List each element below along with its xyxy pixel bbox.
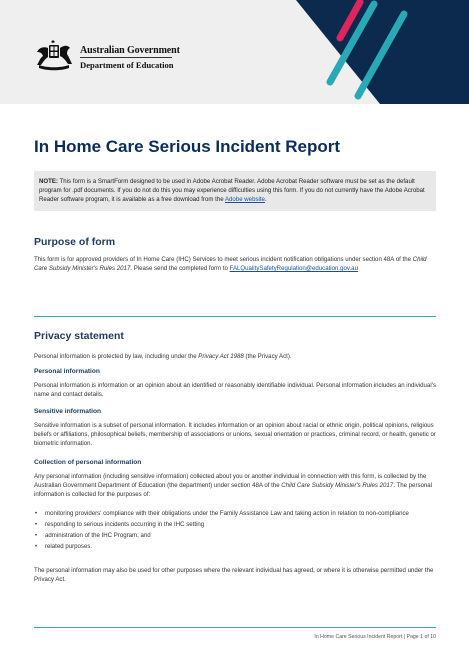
purpose-text xyxy=(34,255,436,273)
department-name: Department of Education xyxy=(80,60,174,70)
purpose-heading: Purpose of form xyxy=(34,236,116,248)
collection-rules-italic: Child Care Subsidy Minister's Rules 2017 xyxy=(281,482,394,489)
privacy-act-italic: Privacy Act 1988 xyxy=(198,353,244,360)
purpose-text-part1: This form is for approved providers of In Home Care (IHC) Services to meet serious incident notification obligations under section 48A of the xyxy=(34,256,413,263)
sensitive-info-text: Sensitive information is a subset of personal information. It includes information or an opinion about racial or ethnic origin, political opinions, religious beliefs or affiliations, philosophical beliefs, membership of associations or unions, sexual orientation or practices, criminal record, or health, genetic or biometric information. xyxy=(34,422,436,447)
purpose-email-link[interactable]: FALQualitySafetyRegulation@education.gov.au xyxy=(229,265,358,272)
note-text: This form is a SmartForm designed to be used in Adobe Acrobat Reader. Adobe Acrobat Reader software must be set as the default program for .pdf documents. If you do not do this you may experience difficulties using this form. If you do not currently have the Adobe Acrobat Reader software program, it is available as a free download from the xyxy=(39,178,425,203)
collection-text xyxy=(34,472,436,499)
collection-text-part1: Any personal information (including sensitive information) collected about you or another individual in connection with this form, is collected by the Australian Government Department of Education (the department) under section 48A of the xyxy=(34,473,427,489)
list-item: • related purposes. xyxy=(34,542,436,551)
purposes-list xyxy=(34,509,436,553)
list-item: • monitoring providers' compliance with their obligations under the Family Assistance Law and taking action in relation to non-compliance xyxy=(34,509,436,518)
list-item: • administration of the IHC Program, and xyxy=(34,531,436,540)
government-name: Australian Government xyxy=(80,45,180,56)
note-label: NOTE: xyxy=(39,178,58,185)
adobe-website-link[interactable]: Adobe website xyxy=(224,196,265,203)
list-item: • responding to serious incidents occurring in the IHC setting xyxy=(34,520,436,529)
section-divider xyxy=(34,316,436,317)
personal-info-heading: Personal information xyxy=(34,368,100,375)
sensitive-info-heading: Sensitive information xyxy=(34,408,102,415)
privacy-intro-part1: Personal information is protected by law, including under the xyxy=(34,353,199,360)
collection-text-part2: . The personal information is collected for the purposes of: xyxy=(34,482,433,498)
purpose-rules-italic: Child Care Subsidy Minister's Rules 2017 xyxy=(34,256,427,272)
page-title: In Home Care Serious Incident Report xyxy=(34,137,341,156)
closing-text: The personal information may also be used for other purposes where the relevant individual has agreed, or where it is otherwise permitted under the Privacy Act. xyxy=(34,567,434,583)
header-rule xyxy=(80,57,172,58)
privacy-intro-part2: (the Privacy Act). xyxy=(243,353,292,360)
note-end: . xyxy=(264,196,267,203)
footer-rule xyxy=(34,627,436,628)
personal-info-text: Personal information is information or an opinion about an identified or reasonably identifiable individual. Personal information includes an individual's name and contact details. xyxy=(34,382,436,398)
page-footer: In Home Care Serious Incident Report | Page 1 of 10 xyxy=(314,634,436,640)
note-box xyxy=(34,171,436,211)
privacy-intro xyxy=(34,352,436,361)
purpose-text-part2: . Please send the completed form to xyxy=(130,265,230,272)
privacy-heading: Privacy statement xyxy=(34,330,124,342)
collection-heading: Collection of personal information xyxy=(34,459,142,466)
page-header xyxy=(0,0,469,104)
coat-of-arms-icon xyxy=(33,38,75,72)
